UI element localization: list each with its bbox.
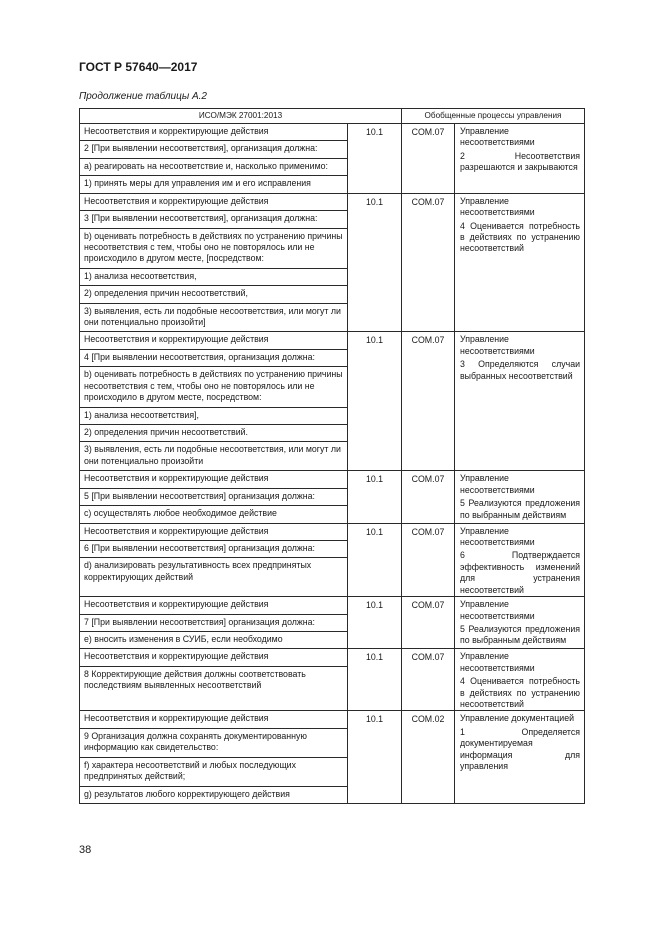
table-header-row [80, 109, 585, 124]
requirement-text-cell [80, 124, 348, 194]
clause-number-cell: 10.1 [348, 124, 402, 194]
requirement-line: 1) анализа несоответствия, [80, 269, 347, 286]
process-description-cell [455, 597, 585, 649]
clause-number-cell: 10.1 [348, 597, 402, 649]
process-description-cell [455, 193, 585, 332]
requirement-line: 7 [При выявлении несоответствия] организация должна: [80, 615, 347, 632]
requirement-line: g) результатов любого корректирующего действия [84, 788, 290, 799]
requirement-line: 5 [При выявлении несоответствия] организация должна: [80, 489, 347, 506]
standard-title: ГОСТ Р 57640—2017 [79, 60, 198, 74]
requirement-line: 8 Корректирующие действия должны соответствовать последствиям выявленных несоответствий [84, 668, 306, 691]
process-item: 4 Оценивается потребность в действиях по устранению несоответствий [460, 676, 581, 710]
process-title: Управление несоответствиями [460, 651, 535, 673]
requirement-line: 3 [При выявлении несоответствия], организация должна: [80, 211, 347, 228]
table-caption: Продолжение таблицы А.2 [79, 91, 207, 102]
process-code-cell: COM.07 [402, 597, 455, 649]
requirement-line: 1) принять меры для управления им и его исправления [84, 178, 311, 189]
table-row [80, 649, 585, 711]
process-item: 5 Реализуются предложения по выбранным действиям [460, 623, 581, 646]
clause-number-cell: 10.1 [348, 523, 402, 597]
table-row [80, 193, 585, 332]
requirement-text-cell [80, 332, 348, 471]
process-title: Управление несоответствиями [460, 473, 535, 495]
requirement-line: 9 Организация должна сохранять документированную информацию как свидетельство: [80, 729, 347, 758]
process-title: Управление документацией [460, 713, 574, 724]
process-title: Управление несоответствиями [460, 126, 535, 148]
requirement-text-cell [80, 193, 348, 332]
table-row [80, 124, 585, 194]
requirement-line: b) оценивать потребность в действиях по устранению причины несоответствия с тем, чтобы оно не повторялось или не происходило в другом месте, посредством: [80, 367, 347, 407]
requirement-line: Несоответствия и корректирующие действия [80, 711, 347, 728]
page-number: 38 [79, 844, 92, 856]
requirement-line: а) реагировать на несоответствие и, насколько применимо: [80, 159, 347, 176]
requirement-text-cell [80, 711, 348, 804]
requirement-line: Несоответствия и корректирующие действия [80, 649, 347, 666]
clause-number-cell: 10.1 [348, 471, 402, 523]
header-processes: Обобщенные процессы управления [402, 109, 585, 124]
process-item: 5 Реализуются предложения по выбранным действиям [460, 498, 581, 520]
header-iso: ИСО/МЭК 27001:2013 [80, 109, 402, 124]
process-title: Управление несоответствиями [460, 334, 535, 356]
clause-number-cell: 10.1 [348, 649, 402, 711]
requirement-line: 6 [При выявлении несоответствия] организация должна: [80, 541, 347, 558]
process-title: Управление несоответствиями [460, 195, 535, 218]
requirement-text-cell [80, 523, 348, 597]
process-item: 6 Подтверждается эффективность изменений для устранения несоответствий [460, 550, 581, 595]
process-description-cell [455, 471, 585, 523]
process-code-cell: COM.02 [402, 711, 455, 804]
requirement-text-cell [80, 649, 348, 711]
process-item: 2 Несоответствия разрешаются и закрываются [460, 150, 581, 173]
process-description-cell [455, 124, 585, 194]
clause-number-cell: 10.1 [348, 711, 402, 804]
requirement-text-cell [80, 597, 348, 649]
table-row [80, 471, 585, 523]
table-row [80, 711, 585, 804]
process-item: 3 Определяются случаи выбранных несоответствий [460, 359, 581, 381]
process-title: Управление несоответствиями [460, 599, 535, 621]
table-row [80, 597, 585, 649]
process-code-cell: COM.07 [402, 523, 455, 597]
requirement-line: f) характера несоответствий и любых последующих предпринятых действий; [80, 758, 347, 787]
process-code-cell: COM.07 [402, 124, 455, 194]
clause-number-cell: 10.1 [348, 193, 402, 332]
requirement-line: е) вносить изменения в СУИБ, если необходимо [84, 633, 283, 644]
table-row [80, 523, 585, 597]
requirement-line: 2) определения причин несоответствий. [80, 425, 347, 442]
requirement-line: Несоответствия и корректирующие действия [80, 124, 347, 141]
requirement-line: Несоответствия и корректирующие действия [80, 194, 347, 211]
requirement-line: 3) выявления, есть ли подобные несоответствия, или могут ли они потенциально произойти] [84, 305, 341, 328]
requirement-line: 1) анализа несоответствия], [80, 408, 347, 425]
process-description-cell [455, 711, 585, 804]
requirement-line: Несоответствия и корректирующие действия [80, 597, 347, 614]
requirement-line: 2 [При выявлении несоответствия], организация должна: [80, 141, 347, 158]
table-row [80, 332, 585, 471]
process-code-cell: COM.07 [402, 471, 455, 523]
requirement-line: Несоответствия и корректирующие действия [80, 524, 347, 541]
process-item: 1 Определяется документируемая информация для управления [460, 726, 581, 772]
requirement-line: с) осуществлять любое необходимое действие [84, 508, 277, 519]
requirement-line: 2) определения причин несоответствий, [80, 286, 347, 303]
requirement-line: 3) выявления, есть ли подобные несоответствия, или могут ли они потенциально произойти [84, 444, 341, 466]
requirement-line: b) оценивать потребность в действиях по устранению причины несоответствия с тем, чтобы оно не повторялось или не происходило в другом месте, [посредством: [80, 229, 347, 269]
process-title: Управление несоответствиями [460, 525, 535, 547]
process-description-cell [455, 332, 585, 471]
clause-number-cell: 10.1 [348, 332, 402, 471]
requirement-line: Несоответствия и корректирующие действия [80, 471, 347, 488]
requirement-text-cell [80, 471, 348, 523]
process-item: 4 Оценивается потребность в действиях по устранению несоответствий [460, 220, 581, 254]
process-description-cell [455, 523, 585, 597]
process-description-cell [455, 649, 585, 711]
process-code-cell: COM.07 [402, 193, 455, 332]
process-code-cell: COM.07 [402, 332, 455, 471]
process-code-cell: COM.07 [402, 649, 455, 711]
requirement-line: Несоответствия и корректирующие действия [80, 332, 347, 349]
correspondence-table [79, 108, 585, 804]
requirement-line: d) анализировать результативность всех предпринятых корректирующих действий [84, 560, 312, 582]
requirement-line: 4 [При выявлении несоответствия, организация должна: [80, 350, 347, 367]
